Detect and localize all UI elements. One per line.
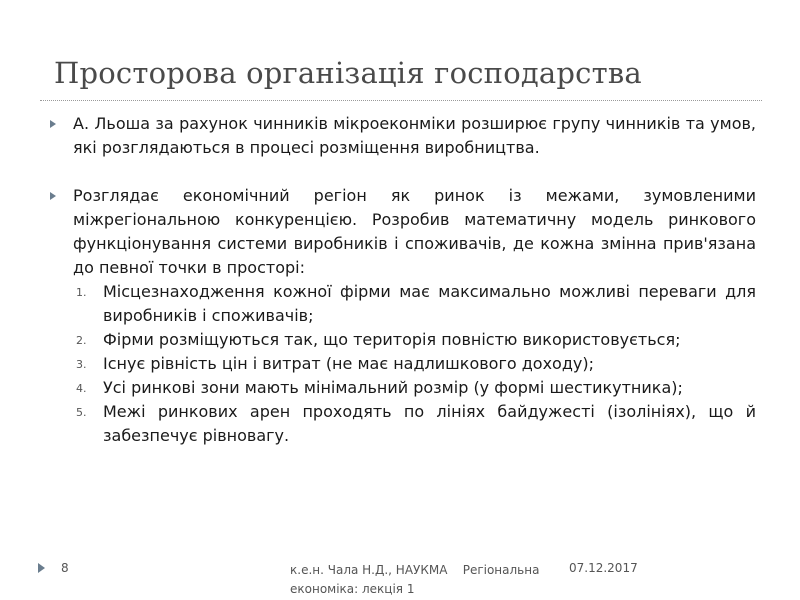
- item-text: Межі ринкових арен проходять по лініях байдужесті (ізолініях), що й забезпечує рівновагу.: [103, 402, 756, 445]
- numbered-item: [50, 376, 756, 400]
- bullet-triangle-icon: [50, 192, 56, 200]
- item-number: 5.: [76, 406, 87, 419]
- numbered-item: [50, 280, 756, 328]
- item-number: 4.: [76, 382, 87, 395]
- bullet-triangle-icon: [50, 120, 56, 128]
- slide-content: [50, 112, 756, 448]
- numbered-list: [50, 280, 756, 448]
- footer-credits: [290, 561, 560, 599]
- bullet-text: А. Льоша за рахунок чинників мікроеконміки розширює групу чинників та умов, які розглядаються в процесі розміщення виробництва.: [73, 114, 756, 157]
- item-number: 1.: [76, 286, 87, 299]
- numbered-item: [50, 328, 756, 352]
- footer-author: к.е.н. Чала Н.Д., НАУКМА: [290, 563, 448, 577]
- numbered-item: [50, 352, 756, 376]
- slide-title: Просторова організація господарства: [54, 56, 642, 90]
- bullet-item: [50, 112, 756, 160]
- numbered-item: [50, 400, 756, 448]
- footer-course: Регіональна економіка: лекція 1: [290, 563, 540, 596]
- item-text: Усі ринкові зони мають мінімальний розмір (у формі шестикутника);: [103, 378, 683, 397]
- item-number: 3.: [76, 358, 87, 371]
- item-text: Існує рівність цін і витрат (не має надлишкового доходу);: [103, 354, 595, 373]
- item-text: Місцезнаходження кожної фірми має максимально можливі переваги для виробників і споживачів;: [103, 282, 756, 325]
- title-divider: [40, 100, 762, 101]
- footer-triangle-icon: [38, 563, 45, 573]
- page-number: 8: [61, 561, 69, 575]
- bullet-text: Розглядає економічний регіон як ринок із межами, зумовленими міжрегіональною конкуренцією. Розробив математичну модель ринкового функціонування системи виробників і споживачів, де кожна змінна прив'язана до певної точки в просторі:: [73, 186, 756, 277]
- footer-date: 07.12.2017: [569, 561, 638, 575]
- item-number: 2.: [76, 334, 87, 347]
- bullet-item: [50, 184, 756, 280]
- item-text: Фірми розміщуються так, що територія повністю використовується;: [103, 330, 681, 349]
